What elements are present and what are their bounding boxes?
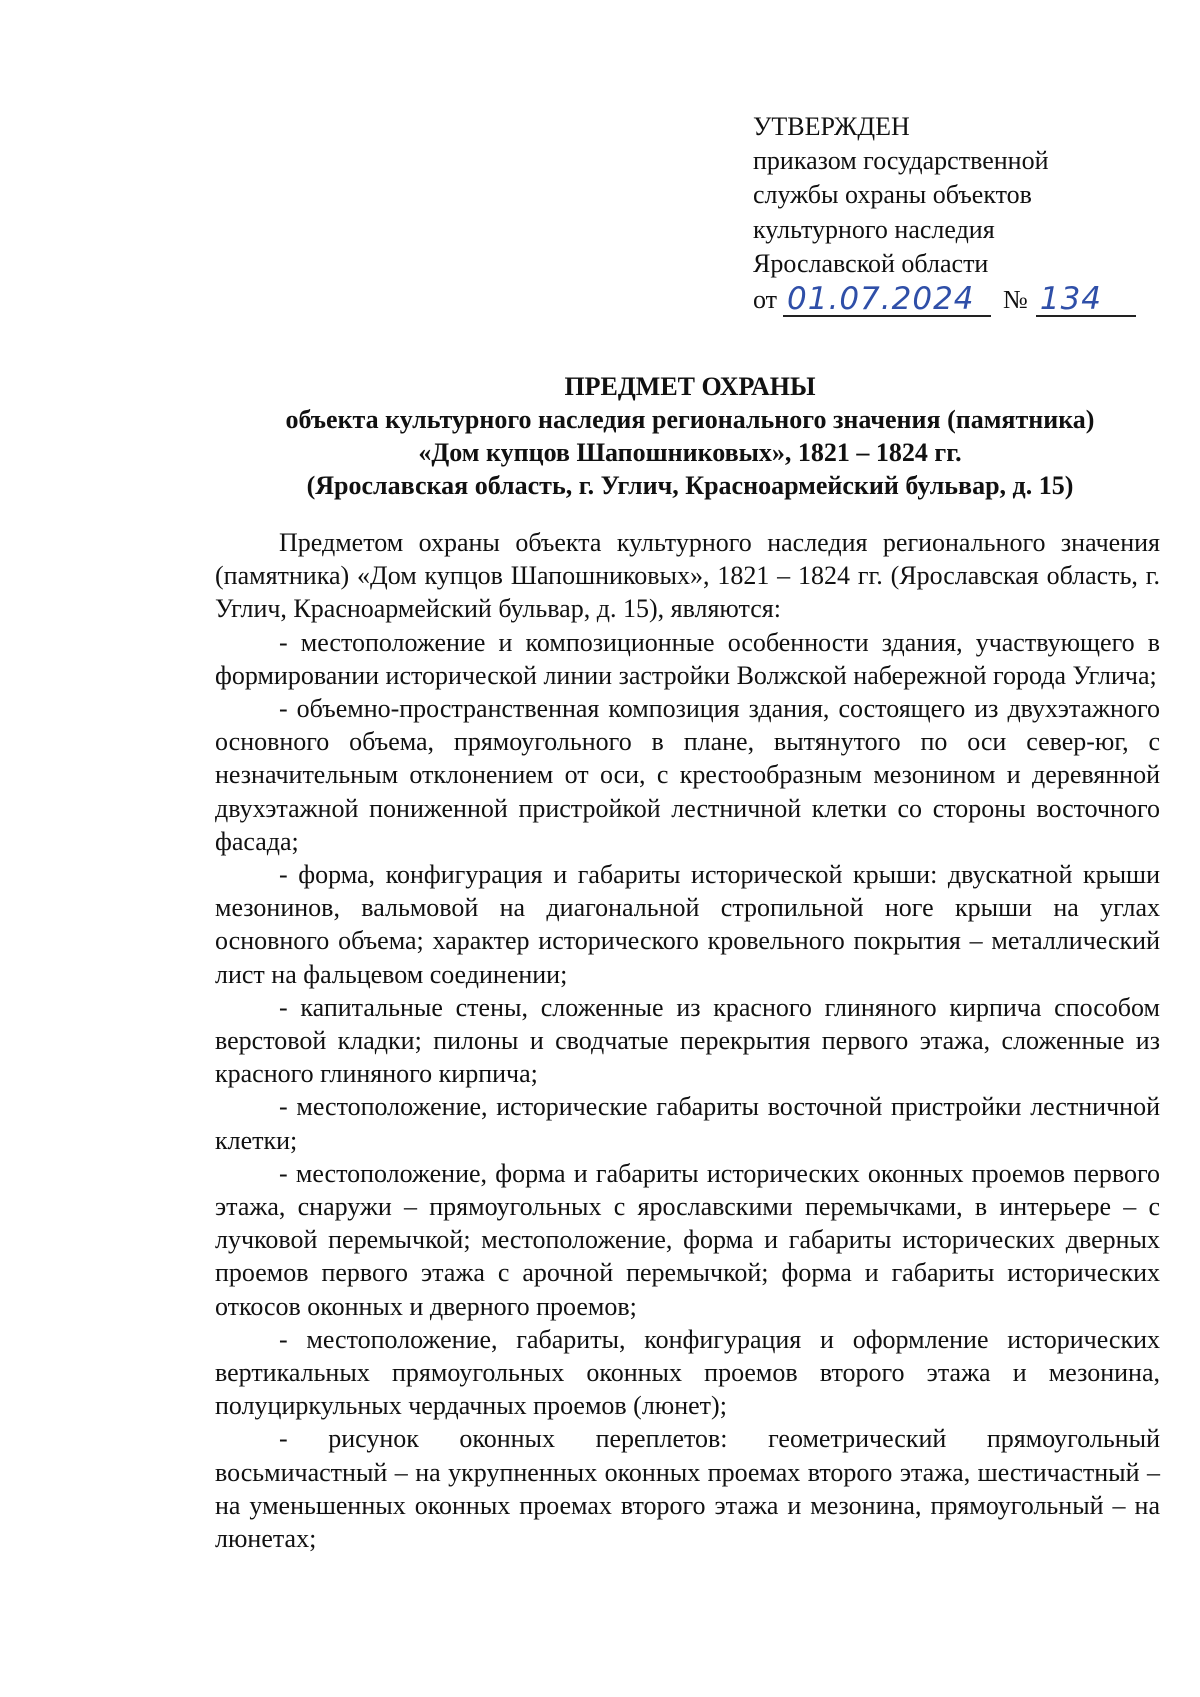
body-paragraph: - местоположение и композиционные особенности здания, участвующего в формировании исторической линии застройки Волжской набережной города Углича; (215, 627, 1160, 690)
date-prefix: от (753, 285, 778, 315)
title-line-name: «Дом купцов Шапошниковых», 1821 – 1824 гг. (418, 438, 962, 467)
body-paragraph: Предметом охраны объекта культурного наследия регионального значения (памятника) «Дом купцов Шапошниковых», 1821 – 1824 гг. (Ярославская область, г. Углич, Красноармейский бульвар, д. 15), являются: (215, 528, 1160, 624)
handwritten-number: 134 (1036, 283, 1136, 317)
body-paragraph: - рисунок оконных переплетов: геометрический прямоугольный восьмичастный – на укрупненных оконных проемах второго этажа, шестичастный – на уменьшенных оконных проемах второго этажа и мезонина, прямоугольный – на люнетах; (215, 1424, 1160, 1554)
title-line-address: (Ярославская область, г. Углич, Красноармейский бульвар, д. 15) (306, 471, 1074, 500)
body-paragraph: - местоположение, габариты, конфигурация и оформление исторических вертикальных прямоугольных оконных проемов второго этажа и мезонина, полуциркульных чердачных проемов (люнет); (215, 1324, 1160, 1421)
body-paragraph: - форма, конфигурация и габариты исторической крыши: двускатной крыши мезонинов, вальмовой на диагональной стропильной ноге крыши на углах основного объема; характер исторического кровельного покрытия – металлический лист на фальцевом соединении; (215, 860, 1160, 989)
approval-line: культурного наследия (753, 214, 995, 244)
title-line-heading: ПРЕДМЕТ ОХРАНЫ (564, 372, 816, 401)
approval-line: приказом государственной (753, 146, 1049, 175)
approval-line: службы охраны объектов (753, 180, 1032, 210)
approval-block (753, 110, 1153, 317)
body-paragraph: - капитальные стены, сложенные из красного глиняного кирпича способом верстовой кладки; пилоны и сводчатые перекрытия первого этажа, сложенные из красного глиняного кирпича; (215, 992, 1160, 1089)
body-paragraph: - объемно-пространственная композиция здания, состоящего из двухэтажного основного объема, прямоугольного в плане, вытянутого по оси север-юг, с незначительным отклонением от оси, с крестообразным мезонином и деревянной двухэтажной пониженной пристройкой лестничной клетки со стороны восточного фасада; (215, 694, 1160, 856)
handwritten-date: 01.07.2024 (783, 283, 991, 317)
document-title (0, 370, 1200, 502)
body-paragraph: - местоположение, исторические габариты восточной пристройки лестничной клетки; (215, 1092, 1160, 1155)
document-body (215, 526, 1160, 1555)
number-sign: № (1003, 285, 1028, 315)
title-line-object: объекта культурного наследия регионального значения (памятника) (285, 405, 1095, 434)
approval-date-line (753, 283, 1153, 317)
body-paragraph: - местоположение, форма и габариты исторических оконных проемов первого этажа, снаружи – прямоугольных с ярославскими перемычками, в интерьере – с лучковой перемычкой; местоположение, форма и габариты исторических дверных проемов первого этажа с арочной перемычкой; форма и габариты исторических откосов оконных и дверного проемов; (215, 1158, 1160, 1321)
approval-heading: УТВЕРЖДЕН (753, 112, 910, 141)
approval-line: Ярославской области (753, 248, 989, 278)
